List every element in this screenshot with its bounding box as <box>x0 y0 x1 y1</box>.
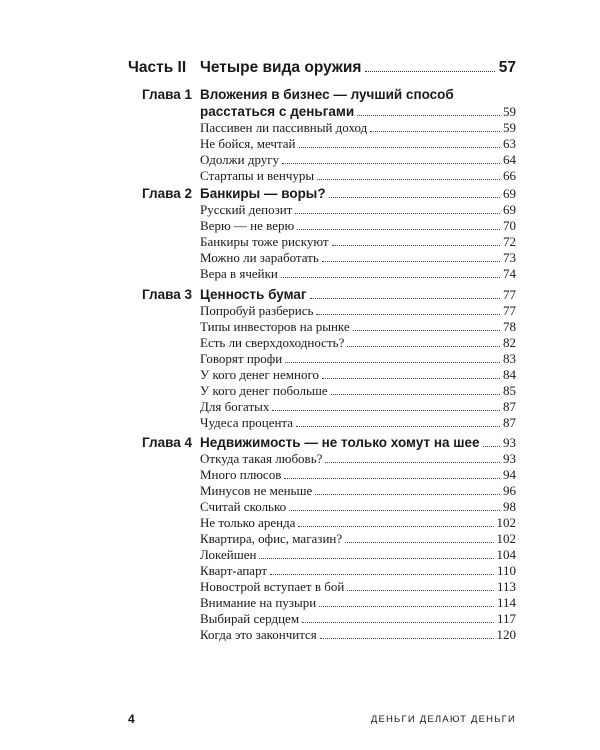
toc-entry[interactable]: Типы инвесторов на рынке 78 <box>200 319 516 334</box>
chapter-label: Глава 4 <box>142 435 192 450</box>
chapter-label: Глава 1 <box>142 87 192 102</box>
chapter-3 <box>128 286 516 431</box>
running-title: ДЕНЬГИ ДЕЛАЮТ ДЕНЬГИ <box>370 714 516 725</box>
toc-entry[interactable]: Много плюсов 94 <box>200 467 516 482</box>
toc-entry[interactable]: Выбирай сердцем 117 <box>200 611 516 626</box>
toc-entry[interactable]: Есть ли сверхдоходность? 82 <box>200 335 516 350</box>
toc-entry[interactable]: Не только аренда 102 <box>200 515 516 530</box>
chapter-title: Недвижимость — не только хомут на шее <box>200 435 480 450</box>
toc-entry[interactable]: Вера в ячейки 74 <box>200 266 516 281</box>
toc-entry[interactable]: Говорят профи 83 <box>200 351 516 366</box>
toc-entry[interactable]: Стартапы и венчуры 66 <box>200 168 516 183</box>
toc-entry[interactable]: Считай сколько 98 <box>200 499 516 514</box>
toc-entry[interactable]: Можно ли заработать 73 <box>200 250 516 265</box>
toc-entry[interactable]: У кого денег немного 84 <box>200 367 516 382</box>
chapter-page: 69 <box>503 186 516 201</box>
chapter-page: 59 <box>503 104 516 119</box>
toc-entry[interactable]: Попробуй разберись 77 <box>200 303 516 318</box>
toc-entry[interactable]: Когда это закончится 120 <box>200 627 516 642</box>
chapter-4 <box>128 434 516 643</box>
toc-entry[interactable]: Пассивен ли пассивный доход 59 <box>200 120 516 135</box>
chapter-title-line-1: Вложения в бизнес — лучший способ <box>200 87 454 102</box>
toc-entry[interactable]: Одолжи другу 64 <box>200 152 516 167</box>
page-number: 4 <box>128 712 135 726</box>
toc-entry[interactable]: Квартира, офис, магазин? 102 <box>200 531 516 546</box>
toc-entry[interactable]: Кварт-апарт 110 <box>200 563 516 578</box>
toc-entry[interactable]: Чудеса процента 87 <box>200 415 516 430</box>
chapter-title: Банкиры — воры? <box>200 186 326 201</box>
toc-entry[interactable]: Верю — не верю 70 <box>200 218 516 233</box>
toc-entry[interactable]: Внимание на пузыри 114 <box>200 595 516 610</box>
toc-entry[interactable]: Для богатых 87 <box>200 399 516 414</box>
chapter-page: 77 <box>503 287 516 302</box>
chapter-title-line-2: расстаться с деньгами <box>200 104 355 119</box>
toc-entry[interactable]: Новострой вступает в бой 113 <box>200 579 516 594</box>
toc-entry[interactable]: Откуда такая любовь? 93 <box>200 451 516 466</box>
chapter-page: 93 <box>503 435 516 450</box>
toc-entry[interactable]: Локейшен 104 <box>200 547 516 562</box>
toc-entry[interactable]: Банкиры тоже рискуют 72 <box>200 234 516 249</box>
toc-entry[interactable]: Минусов не меньше 96 <box>200 483 516 498</box>
leader-dots <box>365 71 494 72</box>
chapter-title: Ценность бумаг <box>200 287 307 302</box>
chapter-2 <box>128 185 516 282</box>
part-heading <box>128 59 516 77</box>
toc-entry[interactable]: Не бойся, мечтай 63 <box>200 136 516 151</box>
chapter-label: Глава 3 <box>142 287 192 302</box>
part-page: 57 <box>498 59 516 76</box>
toc-entry[interactable]: Русский депозит 69 <box>200 202 516 217</box>
part-label: Часть II <box>128 59 187 76</box>
part-title: Четыре вида оружия <box>200 59 362 76</box>
chapter-label: Глава 2 <box>142 186 192 201</box>
chapter-1 <box>128 86 516 184</box>
toc-entry[interactable]: У кого денег побольше 85 <box>200 383 516 398</box>
